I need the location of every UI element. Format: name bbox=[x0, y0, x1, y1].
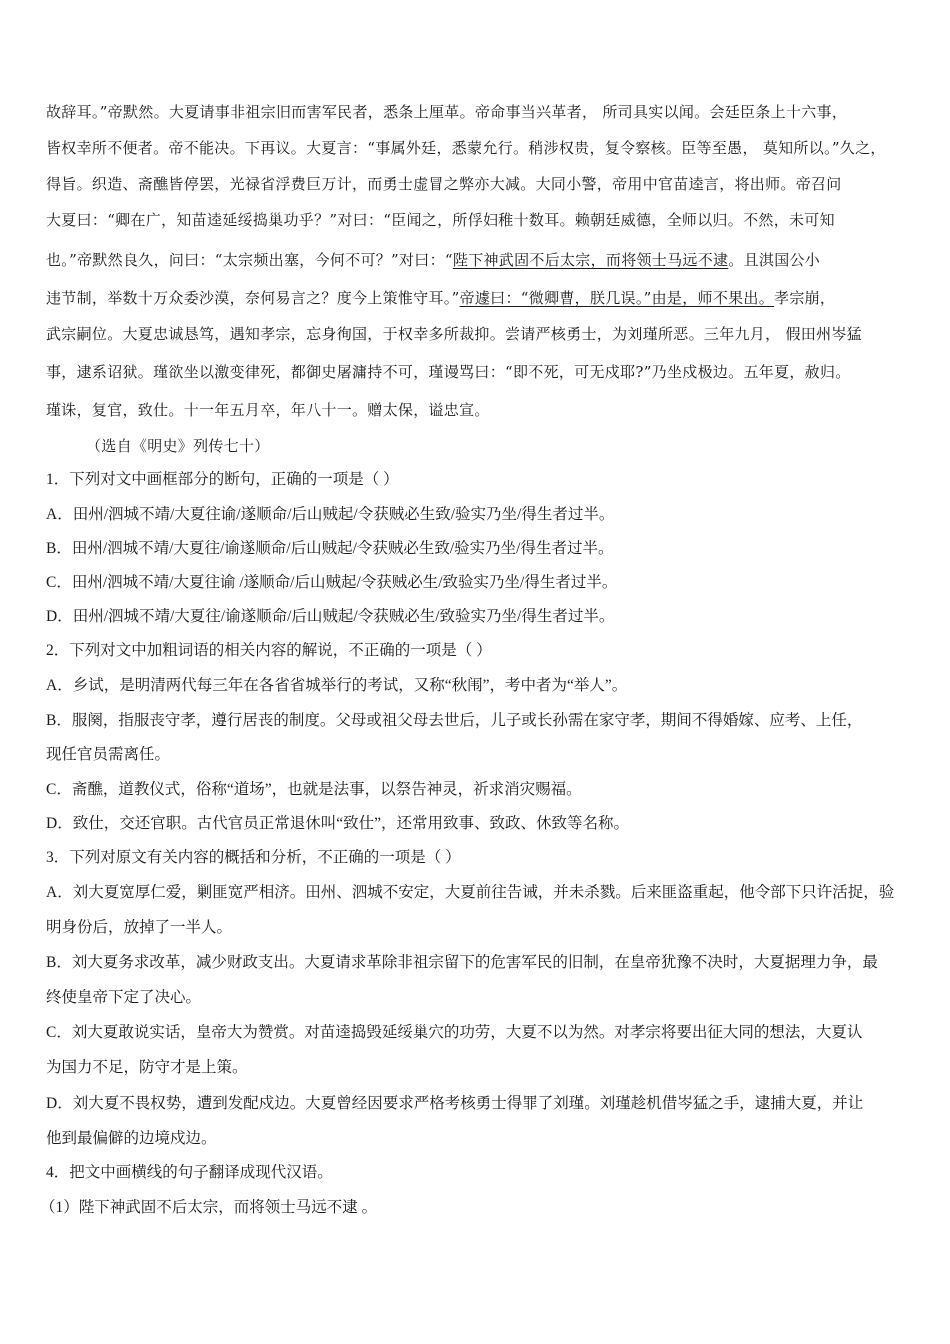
question-2-option-b-cont: 现任官员需离任。 bbox=[46, 746, 171, 763]
question-3-option-d: D．刘大夏不畏权势，遭到发配戍边。大夏曾经因要求严格考核勇士得罪了刘瑾。刘瑾趁机借岑猛之手，逮捕大夏，并让 bbox=[46, 1095, 864, 1112]
passage-line-2: 皆权幸所不便者。帝不能决。下再议。大夏言：“事属外廷，悉蒙允行。稍涉权贵，复令察核。臣等至愚， 莫知所以。”久之， bbox=[46, 139, 886, 157]
question-3-option-b-cont: 终使皇帝下定了决心。 bbox=[46, 989, 202, 1006]
underlined-sentence-1: 陛下神武固不后太宗，而将领士马远不逮 bbox=[452, 251, 729, 269]
question-3-stem: 3．下列对原文有关内容的概括和分析，不正确的一项是（ ） bbox=[46, 849, 461, 866]
passage-line-5 bbox=[46, 250, 908, 270]
question-2-stem: 2．下列对文中加粗词语的相关内容的解说，不正确的一项是（ ） bbox=[46, 642, 492, 659]
question-2-option-d: D．致仕，交还官职。古代官员正常退休叫“致仕”，还常用致事、致政、休致等名称。 bbox=[46, 815, 629, 832]
question-1-option-a: A．田州/泗城不靖/大夏往谕/遂顺命/后山贼起/令获贼必生致/验实乃坐/得生者过半。 bbox=[46, 506, 615, 523]
underlined-sentence-2: 帝遽曰：“微卿曹，朕几误。”由是，师不果出。 bbox=[459, 289, 775, 307]
passage-line-7: 武宗嗣位。大夏忠诚恳笃，遇知孝宗，忘身徇国，于权幸多所裁抑。尝请严核勇士，为刘瑾所恶。三年九月， 假田州岑猛 bbox=[46, 325, 862, 343]
passage-line-3: 得旨。织造、斋醮皆停罢，光禄省浮费巨万计，而勇士虚冒之弊亦大减。大同小警，帝用中官苗逵言，将出师。帝召问 bbox=[46, 175, 842, 193]
question-2-option-b: B．服阕，指服丧守孝，遵行居丧的制度。父母或祖父母去世后，儿子或长孙需在家守孝，期间不得婚嫁、应考、上任， bbox=[46, 712, 863, 729]
question-2-option-c: C．斋醮，道教仪式，俗称“道场”，也就是法事，以祭告神灵，祈求消灾赐福。 bbox=[46, 781, 582, 798]
question-1-option-b: B．田州/泗城不靖/大夏往/谕遂顺命/后山贼起/令获贼必生致/验实乃坐/得生者过半。 bbox=[46, 540, 614, 557]
question-4-subitem-1: （1）陛下神武固不后太宗，而将领士马远不逮 。 bbox=[40, 1199, 378, 1216]
question-3-option-a: A．刘大夏宽厚仁爱，剿匪宽严相济。田州、泗城不安定，大夏前往告诫，并未杀戮。后来匪盗重起，他令部下只许活捉，验 bbox=[46, 884, 895, 901]
passage-line-9: 瑾诛，复官，致仕。十一年五月卒，年八十一。赠太保，谥忠宣。 bbox=[46, 401, 490, 419]
question-3-option-a-cont: 明身份后，放掉了一半人。 bbox=[46, 919, 233, 936]
passage-text: 违节制，举数十万众委沙漠，奈何易言之？度今上策惟守耳。” bbox=[46, 289, 460, 307]
question-1-option-d: D．田州/泗城不靖/大夏往/谕遂顺命/后山贼起/令获贼必生/致验实乃坐/得生者过半。 bbox=[46, 608, 615, 625]
passage-line-1: 故辞耳。”帝默然。大夏请事非祖宗旧而害军民者，悉条上厘革。帝命事当兴革者， 所司具实以闻。会廷臣条上十六事， bbox=[46, 103, 848, 121]
question-1-option-c: C．田州/泗城不靖/大夏往谕 /遂顺命/后山贼起/令获贼必生/致验实乃坐/得生者过半。 bbox=[46, 574, 618, 591]
question-2-option-a: A．乡试，是明清两代每三年在各省省城举行的考试，又称“秋闱”，考中者为“举人”。 bbox=[46, 677, 628, 694]
question-3-option-b: B．刘大夏务求改革，减少财政支出。大夏请求革除非祖宗留下的危害军民的旧制，在皇帝犹豫不决时，大夏据理力争，最 bbox=[46, 954, 878, 971]
passage-text: 。且淇国公小 bbox=[728, 251, 821, 269]
question-1-stem: 1．下列对文中画框部分的断句，正确的一项是（ ） bbox=[46, 471, 399, 488]
question-3-option-c-cont: 为国力不足，防守才是上策。 bbox=[46, 1059, 248, 1076]
question-4-stem: 4．把文中画横线的句子翻译成现代汉语。 bbox=[46, 1164, 333, 1181]
passage-line-4: 大夏曰：“卿在广，知苗逵延绥捣巢功乎？”对曰：“臣闻之，所俘妇稚十数耳。赖朝廷威德，全师以归。不然，未可知 bbox=[46, 211, 835, 229]
question-3-option-d-cont: 他到最偏僻的边境戍边。 bbox=[46, 1130, 217, 1147]
passage-text: 孝宗崩， bbox=[774, 289, 836, 307]
passage-source: （选自《明史》列传七十） bbox=[86, 437, 270, 455]
question-3-option-c: C．刘大夏敢说实话，皇帝大为赞赏。对苗逵捣毁延绥巢穴的功劳，大夏不以为然。对孝宗将要出征大同的想法，大夏认 bbox=[46, 1024, 863, 1041]
passage-text: 也。”帝默然良久，问曰：“太宗频出塞，今何不可？”对曰：“ bbox=[46, 251, 453, 269]
passage-line-6 bbox=[46, 288, 908, 308]
passage-line-8: 事，逮系诏狱。瑾欲坐以激变律死，都御史屠滽持不可，瑾谩骂曰：“即不死，可无戍耶?”乃坐戍极边。五年夏，赦归。 bbox=[46, 363, 851, 381]
